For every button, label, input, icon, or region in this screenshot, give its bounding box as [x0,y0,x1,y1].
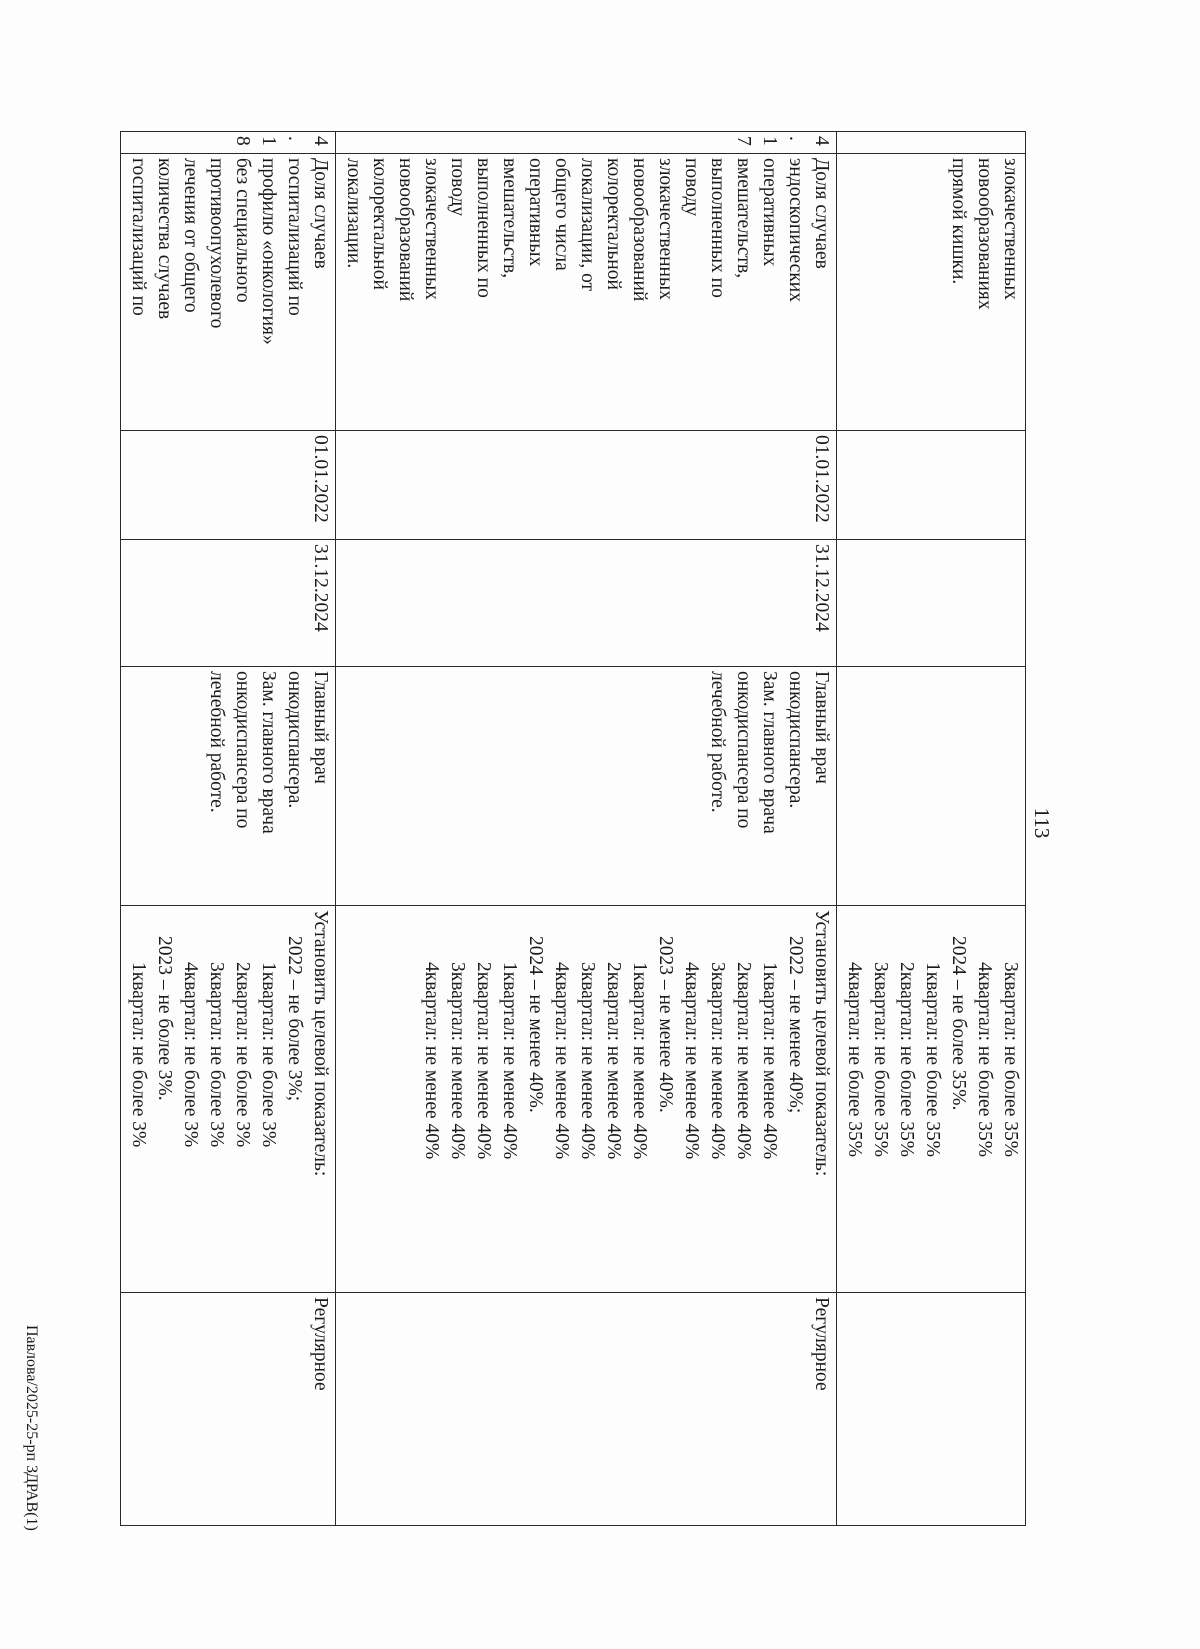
cell-line: Установить целевой показатель: [310,910,331,1177]
cell-line: колоректальной [369,158,390,290]
cell-line: новообразований [395,158,416,302]
cell-line: госпитализаций по [284,158,305,316]
cell-line: 4квартал: не более 35% [974,962,995,1157]
cell-line: онкодиспансера. [284,671,305,809]
start-date-cell: 01.01.2022 [121,431,336,540]
cell-line: онкодиспансера по [733,671,754,829]
target-indicator-cell [837,906,1026,1293]
cell-line: 2022 – не более 3%; [284,936,305,1102]
cell-line: онкодиспансера. [785,671,806,809]
footer-code: Павлова/2025-25-рп ЗДРАВ(1) [23,1325,40,1531]
start-date-cell [837,431,1026,540]
cell-line: 2квартал: не менее 40% [603,962,624,1160]
cell-line: лечебной работе. [707,671,728,813]
cell-line: 3квартал: не менее 40% [577,962,598,1160]
cell-line: новообразований [629,158,650,302]
cell-line: 1квартал: не более 3% [128,962,149,1148]
cell-line: 2квартал: не более 35% [896,962,917,1157]
cell-line: 3квартал: не менее 40% [447,962,468,1160]
cell-line: Главный врач [811,671,832,784]
cell-line: 3квартал: не более 35% [1000,962,1021,1157]
cell-line: вмешательств, [733,158,754,279]
row-number-cell: 4.17 [336,132,837,154]
target-indicator-cell [121,906,336,1293]
table-body [121,132,1026,1526]
responsible-cell [121,667,336,906]
frequency-cell: Регулярное [336,1293,837,1526]
end-date-cell: 31.12.2024 [336,540,837,667]
cell-line: лечебной работе. [206,671,227,813]
cell-line: выполненных по [707,158,728,298]
cell-line: 2023 – не менее 40%. [655,936,676,1113]
cell-line: Зам. главного врача [258,671,279,834]
cell-line: выполненных по [473,158,494,298]
cell-line: 1квартал: не менее 40% [629,962,650,1160]
row-number-cell [837,132,1026,154]
table-row [336,132,837,1526]
cell-line: Главный врач [310,671,331,784]
cell-line: количества случаев [154,158,175,320]
cell-line: 3квартал: не менее 40% [707,962,728,1160]
cell-line: новообразованиях [974,158,995,310]
cell-line: 2024 – не более 35%. [948,936,969,1111]
cell-line: локализации, от [577,158,598,292]
target-indicator-cell [336,906,837,1293]
cell-line: противоопухолевого [206,158,227,329]
indicator-name-cell [837,154,1026,431]
cell-line: оперативных [525,158,546,267]
cell-line: 3квартал: не более 3% [206,962,227,1148]
cell-line: Доля случаев [811,158,832,269]
cell-line: поводу [447,158,468,217]
frequency-cell [837,1293,1026,1526]
cell-line: оперативных [759,158,780,267]
cell-line: госпитализаций по [128,158,149,316]
rotated-page-content [128,131,1054,1525]
end-date-cell [837,540,1026,667]
table-row [121,132,336,1526]
cell-line: 1квартал: не менее 40% [499,962,520,1160]
cell-line: эндоскопических [785,158,806,302]
cell-line: злокачественных [655,158,676,300]
cell-line: общего числа [551,158,572,271]
cell-line: 1квартал: не менее 40% [759,962,780,1160]
cell-line: 2квартал: не менее 40% [733,962,754,1160]
cell-line: 2024 – не менее 40%. [525,936,546,1113]
cell-line: 2023 – не более 3%. [154,936,175,1101]
cell-line: 4квартал: не менее 40% [681,962,702,1160]
start-date-cell: 01.01.2022 [336,431,837,540]
end-date-cell: 31.12.2024 [121,540,336,667]
table-row [837,132,1026,1526]
action-plan-table [120,131,1026,1526]
cell-line: Зам. главного врача [759,671,780,834]
indicator-name-cell [336,154,837,431]
cell-line: колоректальной [603,158,624,290]
frequency-cell: Регулярное [121,1293,336,1526]
cell-line: 2022 – не менее 40%; [785,936,806,1114]
cell-line: Доля случаев [310,158,331,269]
indicator-name-cell [121,154,336,431]
cell-line: лечения от общего [180,158,201,313]
cell-line: 3квартал: не более 35% [870,962,891,1157]
cell-line: 1квартал: не более 35% [922,962,943,1157]
cell-line: 1квартал: не более 3% [258,962,279,1148]
cell-line: 4квартал: не более 35% [844,962,865,1157]
responsible-cell [837,667,1026,906]
cell-line: поводу [681,158,702,217]
cell-line: прямой кишки. [948,158,969,285]
page-number: 113 [1030,807,1054,839]
cell-line: Установить целевой показатель: [811,910,832,1177]
cell-line: 2квартал: не более 3% [232,962,253,1148]
cell-line: злокачественных [421,158,442,300]
cell-line: без специального [232,158,253,303]
cell-line: локализации. [343,158,364,269]
cell-line: 2квартал: не менее 40% [473,962,494,1160]
cell-line: вмешательств, [499,158,520,279]
cell-line: 4квартал: не менее 40% [421,962,442,1160]
cell-line: профилю «онкология» [258,158,279,345]
cell-line: 4квартал: не более 3% [180,962,201,1148]
cell-line: онкодиспансера по [232,671,253,829]
row-number-cell: 4.18 [121,132,336,154]
cell-line: 4квартал: не менее 40% [551,962,572,1160]
responsible-cell [336,667,837,906]
cell-line: злокачественных [1000,158,1021,300]
